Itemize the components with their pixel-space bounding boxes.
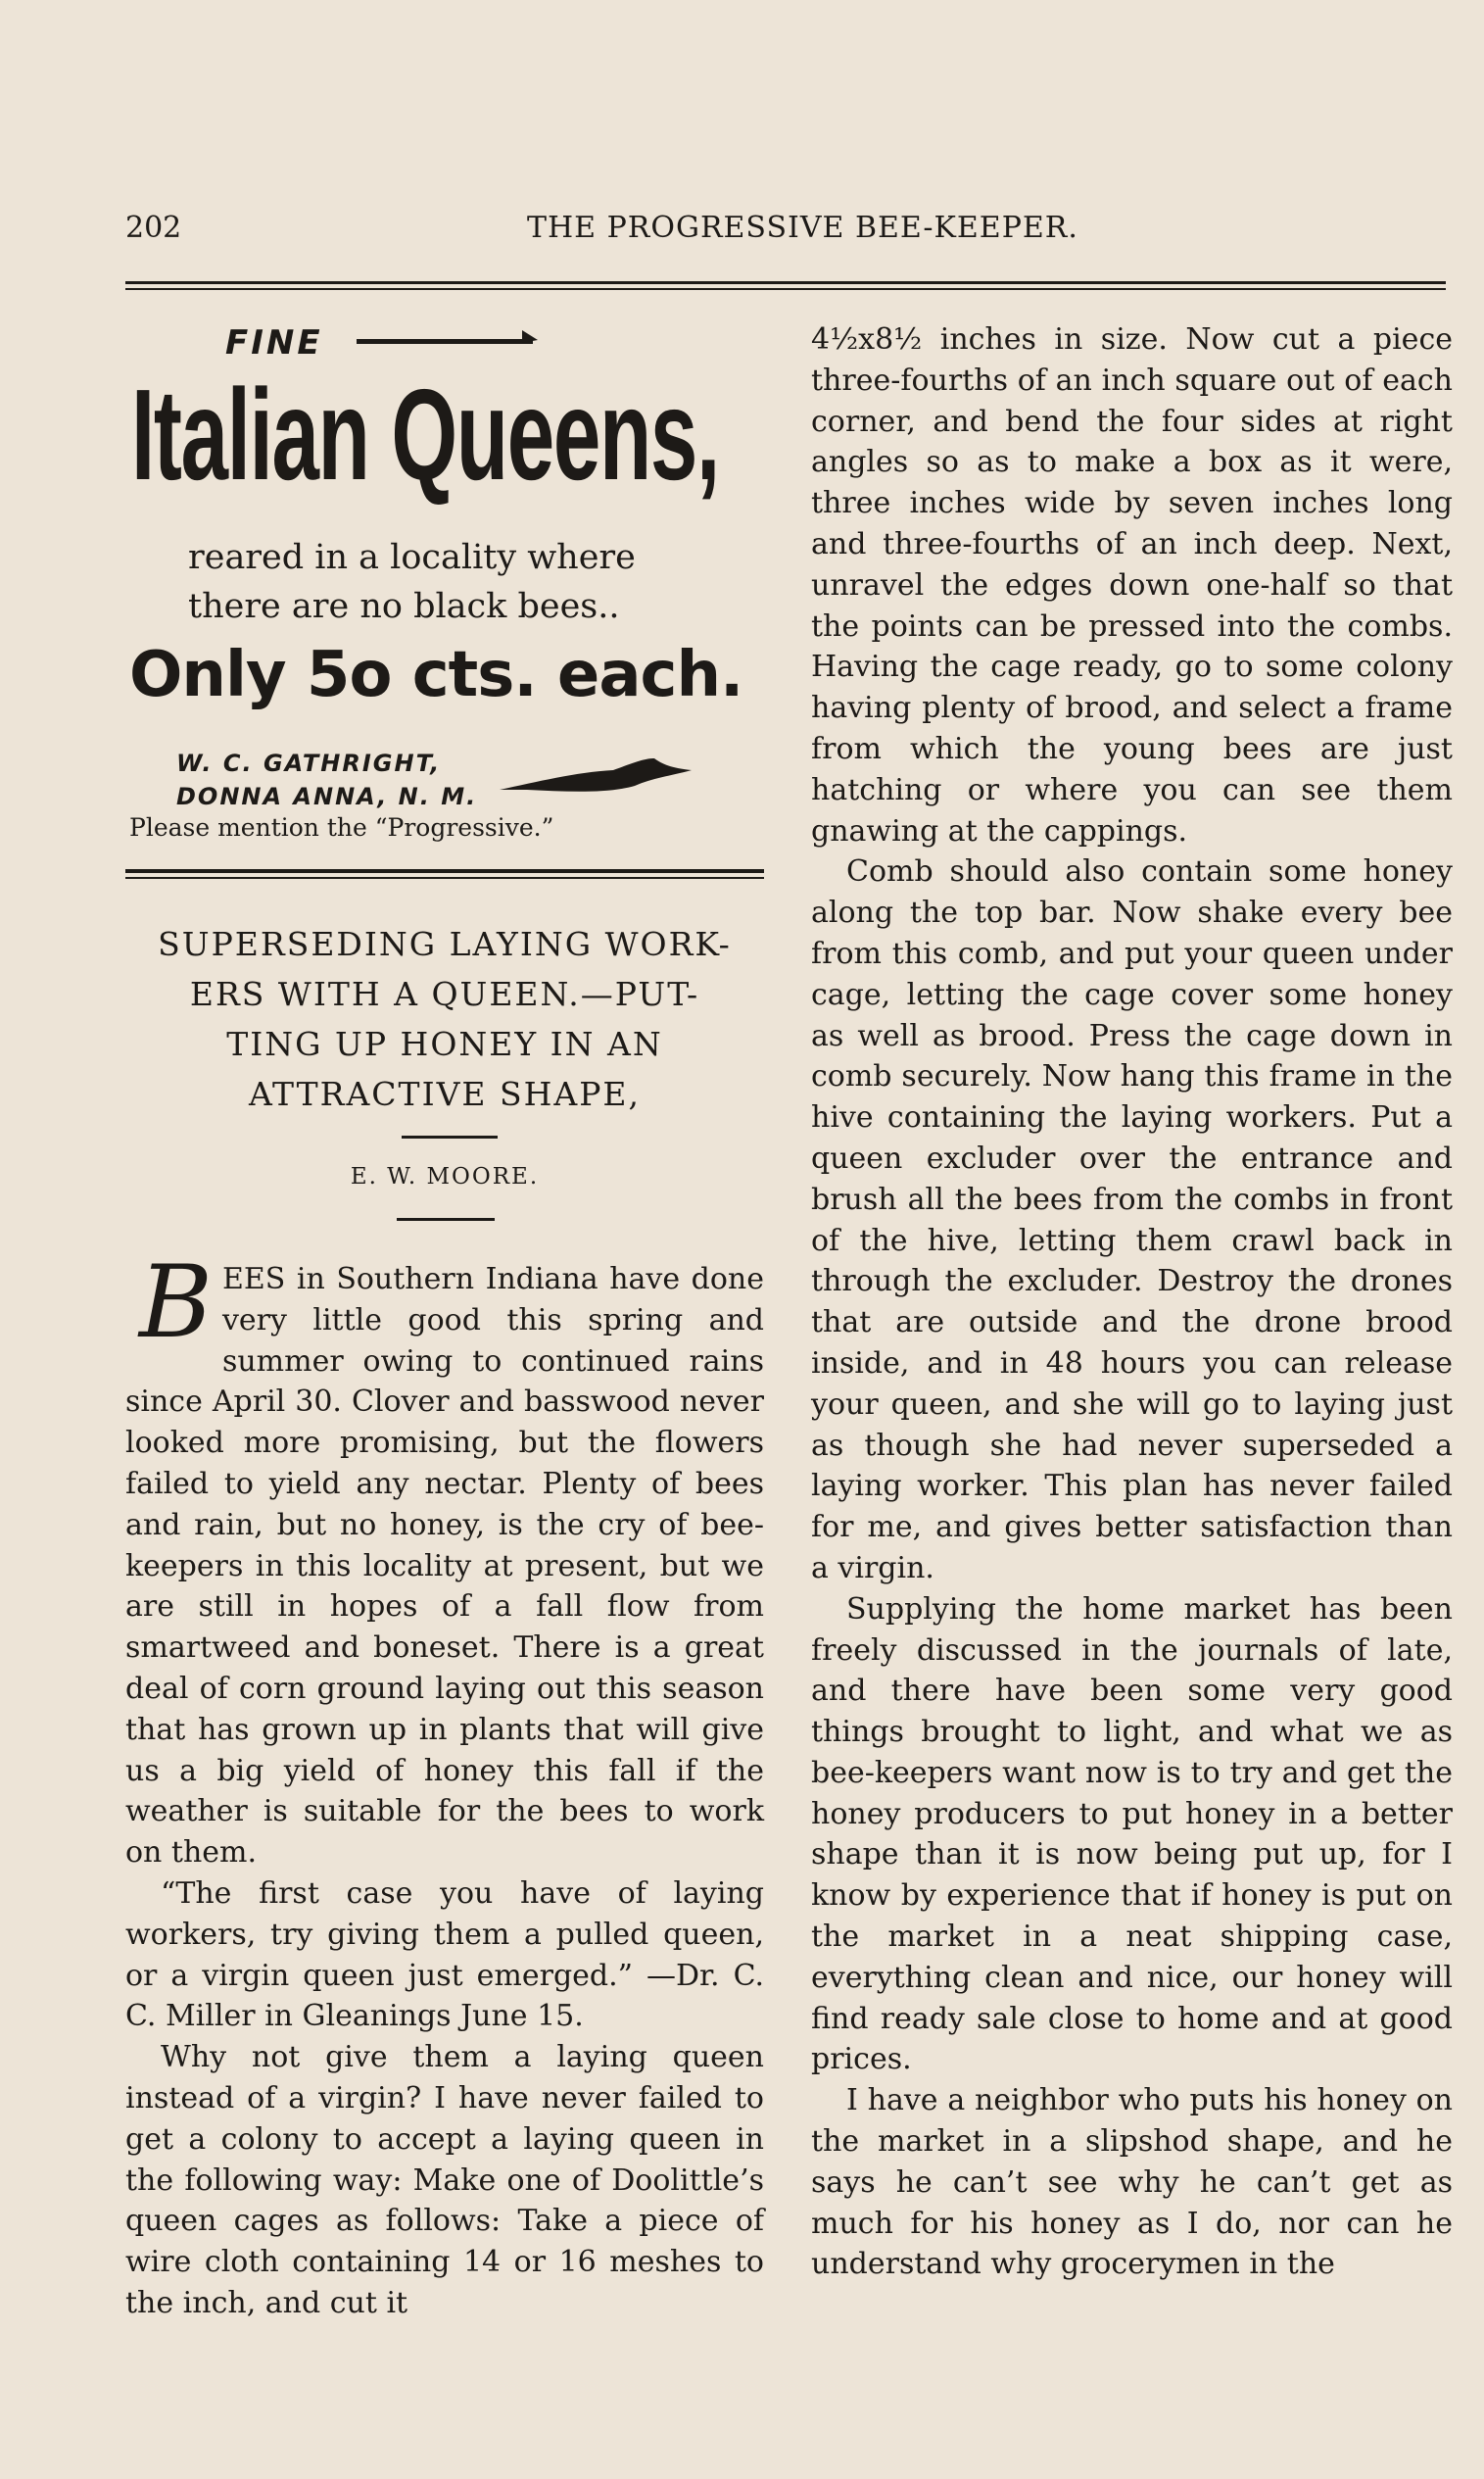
- ad-subtext: [188, 533, 737, 631]
- header-rule-thick: [125, 281, 1446, 284]
- title-rule: [402, 1136, 498, 1139]
- ad-advertiser-location: DONNA ANNA, N. M.: [176, 783, 478, 810]
- ad-label-bar-end: [522, 330, 538, 343]
- drop-cap: B: [139, 1244, 213, 1361]
- pen-flourish-icon: [498, 756, 694, 802]
- ad-subtext-line: reared in a locality where: [188, 538, 636, 577]
- article-paragraph: Supplying the home market has been freely discussed in the journals of late, and there have been some very good things brought to light, and what we as bee-keepers want now is to try and get the honey producers to put honey in a better shape than it is now being put up, for I know by experience that if honey is put on the market in a neat shipping case, everything clean and nice, our honey will find ready sale close to home and at good prices.: [811, 1591, 1453, 2077]
- page-number: 202: [125, 211, 182, 245]
- article-paragraph: 4½x8½ inches in size. Now cut a piece three-fourths of an inch square out of each corner, and bend the four sides at right angles so as to make a box as it were, three inches wide by seven inches long and three-fourths of an inch deep. Next, unravel the edges down one-half so that the points can be pressed into the combs. Having the cage ready, go to some colony having plenty of brood, and select a frame from which the young bees are just hatching or where you can see them gnawing at the cappings.: [811, 322, 1453, 849]
- journal-title: THE PROGRESSIVE BEE-KEEPER.: [527, 211, 1078, 245]
- article-author: E. W. MOORE.: [350, 1164, 540, 1190]
- ad-advertiser-name: W. C. GATHRIGHT,: [176, 750, 442, 777]
- ad-subtext-line: there are no black bees..: [188, 587, 620, 626]
- ad-bottom-rule-thin: [125, 877, 764, 879]
- ad-mention: Please mention the “Progressive.”: [129, 813, 554, 842]
- article-title-line: ERS WITH A QUEEN.—PUT-: [189, 975, 700, 1013]
- article-paragraph: “The first case you have of laying workers, try giving them a pulled queen, or a virgin queen just emerged.” —Dr. C. C. Miller in Gleanings June 15.: [125, 1875, 764, 2034]
- ad-price: Only 5o cts. each.: [129, 639, 743, 711]
- article-body-left: [125, 1244, 764, 2324]
- article-paragraph: Why not give them a laying queen instead of a virgin? I have never failed to get a colony to accept a laying queen in the following way: Make one of Doolittle’s queen cages as follows: Take a piece of wire cloth containing 14 or 16 meshes to the inch, and cut it: [125, 2040, 764, 2320]
- ad-advertiser: [176, 747, 477, 813]
- article-paragraph-text: EES in Southern Indiana have done very little good this spring and summer owing to continued rains since April 30. Clover and basswood never looked more promising, but the flowers failed to yield any nectar. Plenty of bees and rain, but no honey, is the cry of bee-keepers in this locality at present, but we are still in hopes of a fall flow from smartweed and boneset. There is a great deal of corn ground laying out this season that has grown up in plants that will give us a big yield of honey this fall if the weather is suitable for the bees to work on them.: [125, 1262, 764, 1871]
- ad-label-bar: [357, 339, 533, 344]
- ad-label: FINE: [225, 323, 323, 363]
- article-title: [125, 919, 764, 1119]
- article-paragraph: [125, 1244, 764, 1873]
- article-paragraph: I have a neighbor who puts his honey on the market in a slipshod shape, and he says he can’t see why he can’t get as much for his honey as I do, nor can he understand why grocerymen in the: [811, 2083, 1453, 2282]
- article-body-right: [811, 319, 1453, 2285]
- ad-bottom-rule-thick: [125, 869, 764, 873]
- ad-headline: Italian Queens,: [131, 363, 719, 507]
- article-title-line: SUPERSEDING LAYING WORK-: [158, 925, 732, 963]
- article-title-line: TING UP HONEY IN AN: [226, 1025, 663, 1063]
- advertisement: [125, 316, 764, 864]
- author-rule: [397, 1218, 495, 1221]
- header-rule-thin: [125, 288, 1446, 290]
- article-paragraph: Comb should also contain some honey along the top bar. Now shake every bee from this comb, and put your queen under cage, letting the cage cover some honey as well as brood. Press the cage down in comb securely. Now hang this frame in the hive containing the laying workers. Put a queen excluder over the entrance and brush all the bees from the combs in front of the hive, letting them crawl back in through the excluder. Destroy the drones that are outside and the drone brood inside, and in 48 hours you can release your queen, and she will go to laying just as though she had never superseded a laying worker. This plan has never failed for me, and gives better satisfaction than a virgin.: [811, 854, 1453, 1585]
- running-head: [125, 211, 1448, 250]
- article-title-line: ATTRACTIVE SHAPE,: [248, 1075, 642, 1113]
